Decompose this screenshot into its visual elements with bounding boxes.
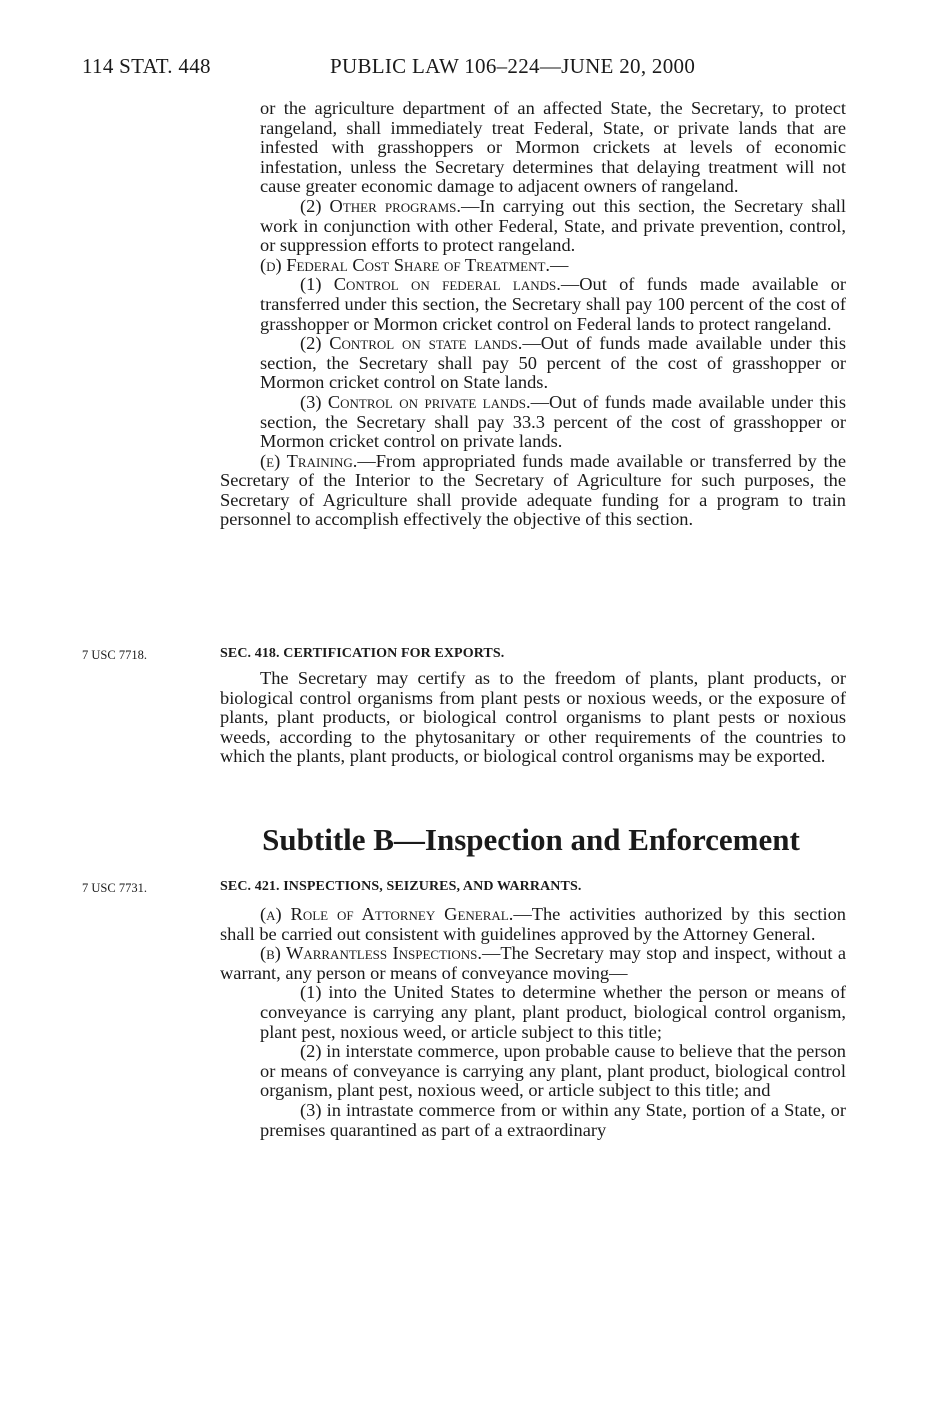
subtitle-heading: Subtitle B—Inspection and Enforcement <box>262 822 800 857</box>
section-421-body <box>220 905 846 1140</box>
paragraph-other-programs <box>220 197 846 256</box>
text-role-attorney-general: —The activities authorized by this section shall be carried out consistent with guidelines approved by the Attorney General. <box>220 904 846 944</box>
heading-federal-cost-share: (d) Federal Cost Share of Treatment. <box>260 254 551 275</box>
text-other-programs: —In carrying out this section, the Secretary shall work in conjunction with other Federal, State, and private prevention, control, or suppression efforts to protect rangeland. <box>260 195 847 256</box>
margin-note-7731: 7 USC 7731. <box>82 881 147 895</box>
heading-control-state: (2) Control on state lands. <box>300 333 523 354</box>
public-law-header: PUBLIC LAW 106–224—JUNE 20, 2000 <box>330 54 696 78</box>
heading-control-federal: (1) Control on federal lands. <box>300 274 561 295</box>
section-418-body <box>220 669 846 767</box>
section-418-heading: SEC. 418. CERTIFICATION FOR EXPORTS. <box>220 646 505 661</box>
clause-b3: (3) in intrastate commerce from or within any State, portion of a State, or premises quarantined as part of a extraordinary <box>260 1099 846 1140</box>
paragraph-training <box>220 452 846 530</box>
heading-warrantless-inspections: (b) Warrantless Inspections. <box>260 943 482 964</box>
text-control-state: —Out of funds made available under this section, the Secretary shall pay 50 percent of the cost of grasshopper or Mormon cricket control on State lands. <box>260 333 846 393</box>
heading-other-programs: (2) Other programs. <box>300 195 461 216</box>
text-warrantless-inspections: —The Secretary may stop and inspect, without a warrant, any person or means of conveyance moving— <box>220 943 846 983</box>
paragraph-role-attorney-general <box>220 905 846 944</box>
section-418-text: The Secretary may certify as to the freedom of plants, plant products, or biological control organisms from plant pests or noxious weeds, or the exposure of plants, plant products, or biological control organisms to plant pests or noxious weeds, according to the phytosanitary or other requirements of the countries to which the plants, plant products, or biological control organisms may be exported. <box>220 668 846 767</box>
paragraph-federal-cost-share <box>220 256 846 276</box>
heading-role-attorney-general: (a) Role of Attorney General. <box>260 904 514 924</box>
paragraph-warrantless-inspections <box>220 944 846 983</box>
text-training: —From appropriated funds made available or transferred by the Secretary of the Interior to the Secretary of Agriculture for such purposes, the Secretary of Agriculture shall provide adequate funding for a program to train personnel to accomplish effectively the objective of this section. <box>220 450 846 530</box>
margin-note-7718: 7 USC 7718. <box>82 648 147 662</box>
dash: — <box>550 254 569 275</box>
text-control-private: —Out of funds made available under this section, the Secretary shall pay 33.3 percent of the cost of grasshopper or Mormon cricket control on private lands. <box>260 391 846 452</box>
clause-b2: (2) in interstate commerce, upon probable cause to believe that the person or means of conveyance is carrying any plant, plant product, biological control organism, plant pest, noxious weed, or article subject to this title; and <box>260 1041 846 1101</box>
heading-training: (e) Training. <box>260 450 358 471</box>
section-421-heading: SEC. 421. INSPECTIONS, SEIZURES, AND WARRANTS. <box>220 879 582 894</box>
clause-b1: (1) into the United States to determine whether the person or means of conveyance is carrying any plant, plant product, biological control organism, plant pest, noxious weed, or article subject to this title; <box>260 982 846 1042</box>
continued-section-text <box>220 99 846 530</box>
text-control-federal: —Out of funds made available or transferred under this section, the Secretary shall pay 100 percent of the cost of grasshopper or Mormon cricket control on Federal lands to protect rangeland. <box>260 274 846 334</box>
paragraph-control-state <box>220 334 846 393</box>
paragraph-control-federal <box>220 275 846 334</box>
heading-control-private: (3) Control on private lands. <box>300 391 531 412</box>
paragraph-control-private <box>220 393 846 452</box>
stat-reference: 114 STAT. 448 <box>82 54 211 78</box>
paragraph-continued: or the agriculture department of an affected State, the Secretary, to protect rangeland, shall immediately treat Federal, State, or private lands that are infested with grasshoppers or Mormon crickets at levels of economic infestation, unless the Secretary determines that delaying treatment will not cause greater economic damage to adjacent owners of rangeland. <box>260 98 846 197</box>
